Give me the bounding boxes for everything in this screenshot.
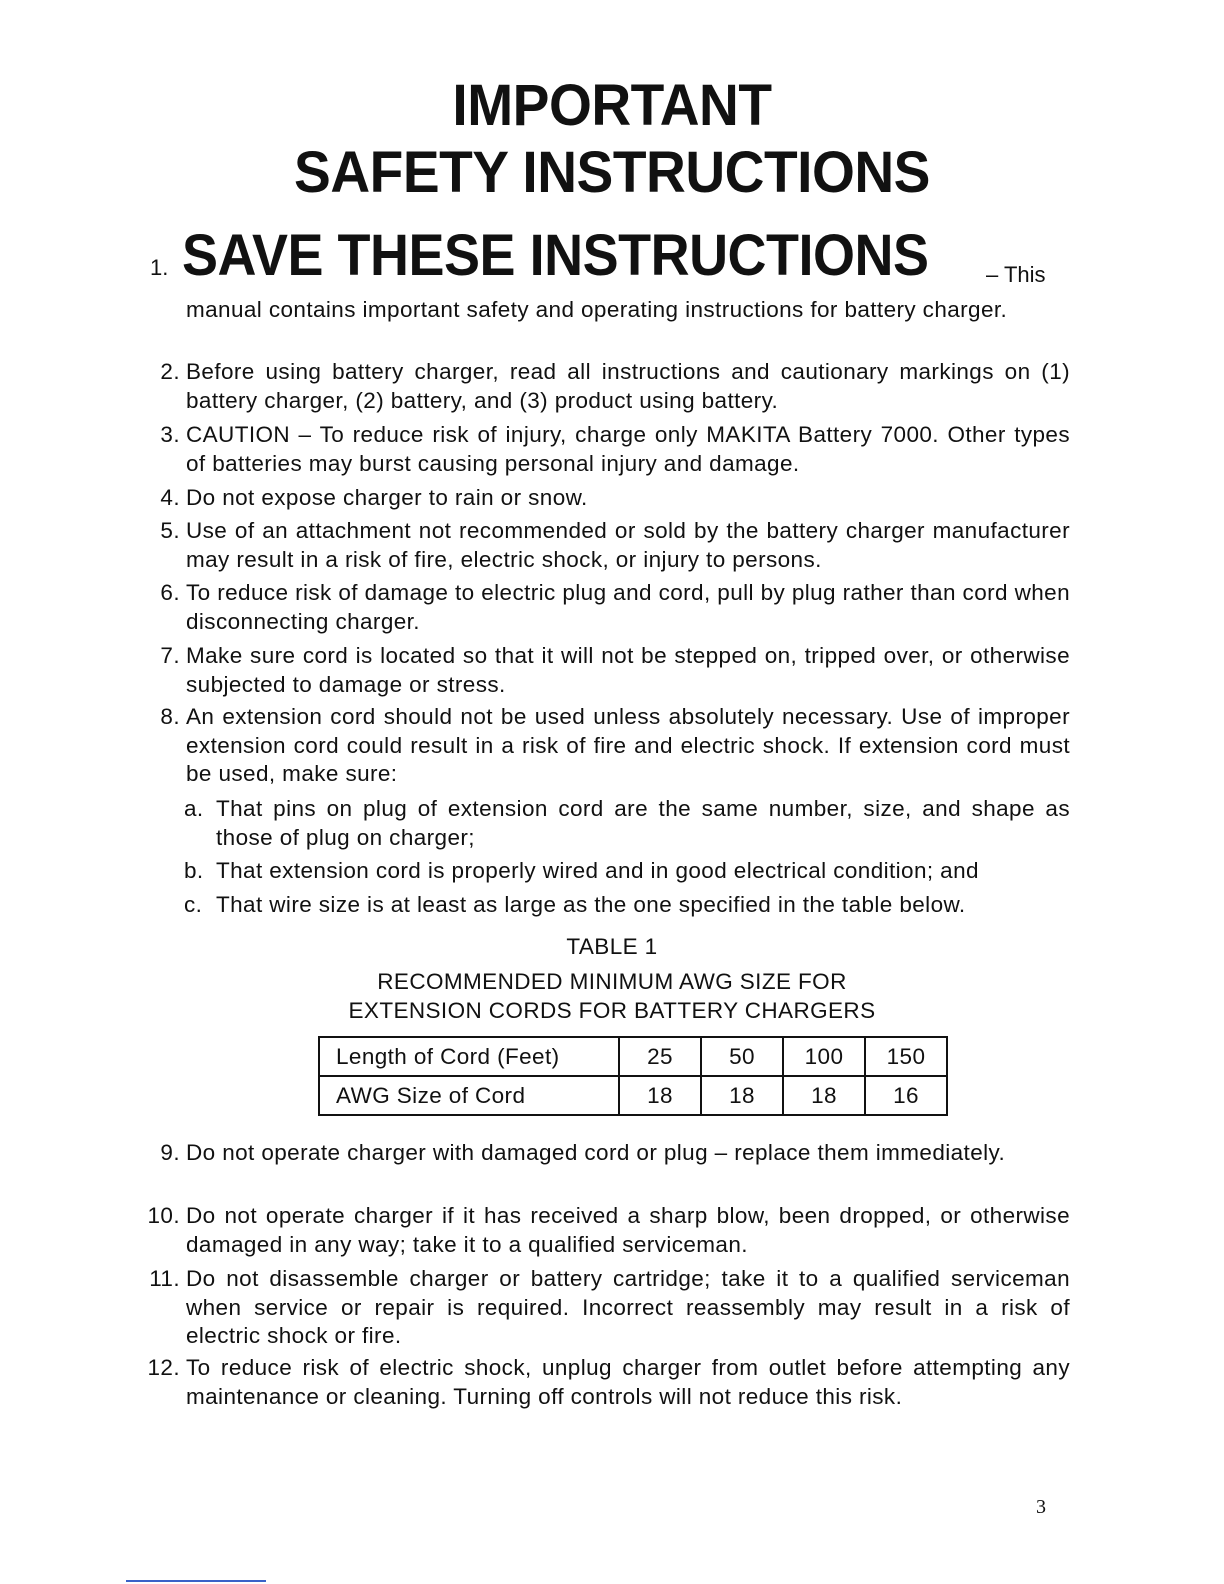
item-number: 9.	[160, 1140, 180, 1165]
sub-item-b	[184, 857, 1070, 886]
page-number: 3	[1036, 1496, 1046, 1518]
list-item-6	[146, 579, 1070, 636]
item-text: Do not operate charger if it has received a sharp blow, been dropped, or otherwise damaged in any way; take it to a qualified serviceman.	[186, 1203, 1070, 1257]
table-row	[319, 1076, 947, 1115]
item-number: 7.	[160, 643, 180, 668]
item-text: Do not operate charger with damaged cord or plug – replace them immediately.	[186, 1140, 1006, 1165]
list-item-8	[146, 703, 1070, 789]
list-item-4	[146, 484, 1070, 513]
item-text: An extension cord should not be used unless absolutely necessary. Use of improper extension cord could result in a risk of fire and electric shock. If extension cord must be used, make sure:	[186, 704, 1070, 786]
save-instructions-heading: SAVE THESE INSTRUCTIONS	[182, 223, 929, 288]
save-instructions-tail: – This	[986, 262, 1046, 287]
table-cell: 16	[865, 1076, 947, 1115]
sub-item-text: That pins on plug of extension cord are the same number, size, and shape as those of plug on charger;	[216, 796, 1070, 850]
list-item-12	[146, 1354, 1070, 1411]
table-row	[319, 1037, 947, 1076]
item-number: 8.	[160, 704, 180, 729]
page-title-line-1: IMPORTANT	[452, 73, 772, 138]
item-number: 11.	[149, 1266, 180, 1291]
sub-item-letter: c.	[184, 892, 203, 917]
item-number: 3.	[160, 422, 180, 447]
sub-item-letter: a.	[184, 796, 204, 821]
sub-item-a	[184, 795, 1070, 852]
table-cell: 18	[701, 1076, 783, 1115]
list-item-7	[146, 642, 1070, 699]
table-cell: 18	[783, 1076, 865, 1115]
list-item-5	[146, 517, 1070, 574]
item-text: Do not disassemble charger or battery cartridge; take it to a qualified serviceman when service or repair is required. Incorrect reassembly may result in a risk of electric shock or fire.	[186, 1266, 1070, 1348]
table-row-header: AWG Size of Cord	[319, 1076, 619, 1115]
list-item-10	[146, 1202, 1070, 1259]
item-text: To reduce risk of damage to electric plug and cord, pull by plug rather than cord when disconnecting charger.	[186, 580, 1070, 634]
sub-item-c	[184, 891, 1070, 920]
item-text: CAUTION – To reduce risk of injury, charge only MAKITA Battery 7000. Other types of batteries may burst causing personal injury and damage.	[186, 422, 1070, 476]
item-number: 2.	[160, 359, 180, 384]
table-label: TABLE 1	[566, 934, 658, 959]
table-cell: 50	[701, 1037, 783, 1076]
item-text: Before using battery charger, read all instructions and cautionary markings on (1) battery charger, (2) battery, and (3) product using battery.	[186, 359, 1070, 413]
save-instructions-heading-row	[150, 222, 1070, 289]
item-number: 1.	[150, 255, 169, 280]
sub-item-text: That wire size is at least as large as the one specified in the table below.	[216, 892, 966, 917]
table-caption-line-1: RECOMMENDED MINIMUM AWG SIZE FOR	[377, 969, 847, 994]
list-item-3	[146, 421, 1070, 478]
list-item-2	[146, 358, 1070, 415]
awg-size-table	[318, 1036, 948, 1116]
table-row-header: Length of Cord (Feet)	[319, 1037, 619, 1076]
table-cell: 150	[865, 1037, 947, 1076]
table-caption-line-2: EXTENSION CORDS FOR BATTERY CHARGERS	[348, 998, 876, 1023]
table-cell: 25	[619, 1037, 701, 1076]
item-number: 10.	[147, 1203, 180, 1228]
item-text: Make sure cord is located so that it will not be stepped on, tripped over, or otherwise subjected to damage or stress.	[186, 643, 1070, 697]
item-number: 6.	[160, 580, 180, 605]
list-item-1	[146, 296, 1070, 325]
footer-divider	[126, 1580, 266, 1582]
item-text: To reduce risk of electric shock, unplug charger from outlet before attempting any maintenance or cleaning. Turning off controls will not reduce this risk.	[186, 1355, 1070, 1409]
item-number: 4.	[160, 485, 180, 510]
table-cell: 100	[783, 1037, 865, 1076]
sub-item-text: That extension cord is properly wired and in good electrical condition; and	[216, 858, 979, 883]
page-title-line-2: SAFETY INSTRUCTIONS	[294, 140, 930, 205]
list-item-11	[146, 1265, 1070, 1351]
item-text: Do not expose charger to rain or snow.	[186, 485, 588, 510]
sub-item-letter: b.	[184, 858, 204, 883]
list-item-9	[146, 1139, 1070, 1168]
item-text: Use of an attachment not recommended or sold by the battery charger manufacturer may result in a risk of fire, electric shock, or injury to persons.	[186, 518, 1070, 572]
table-cell: 18	[619, 1076, 701, 1115]
item-number: 12.	[147, 1355, 180, 1380]
item-number: 5.	[160, 518, 180, 543]
item-text: manual contains important safety and operating instructions for battery charger.	[186, 297, 1008, 322]
